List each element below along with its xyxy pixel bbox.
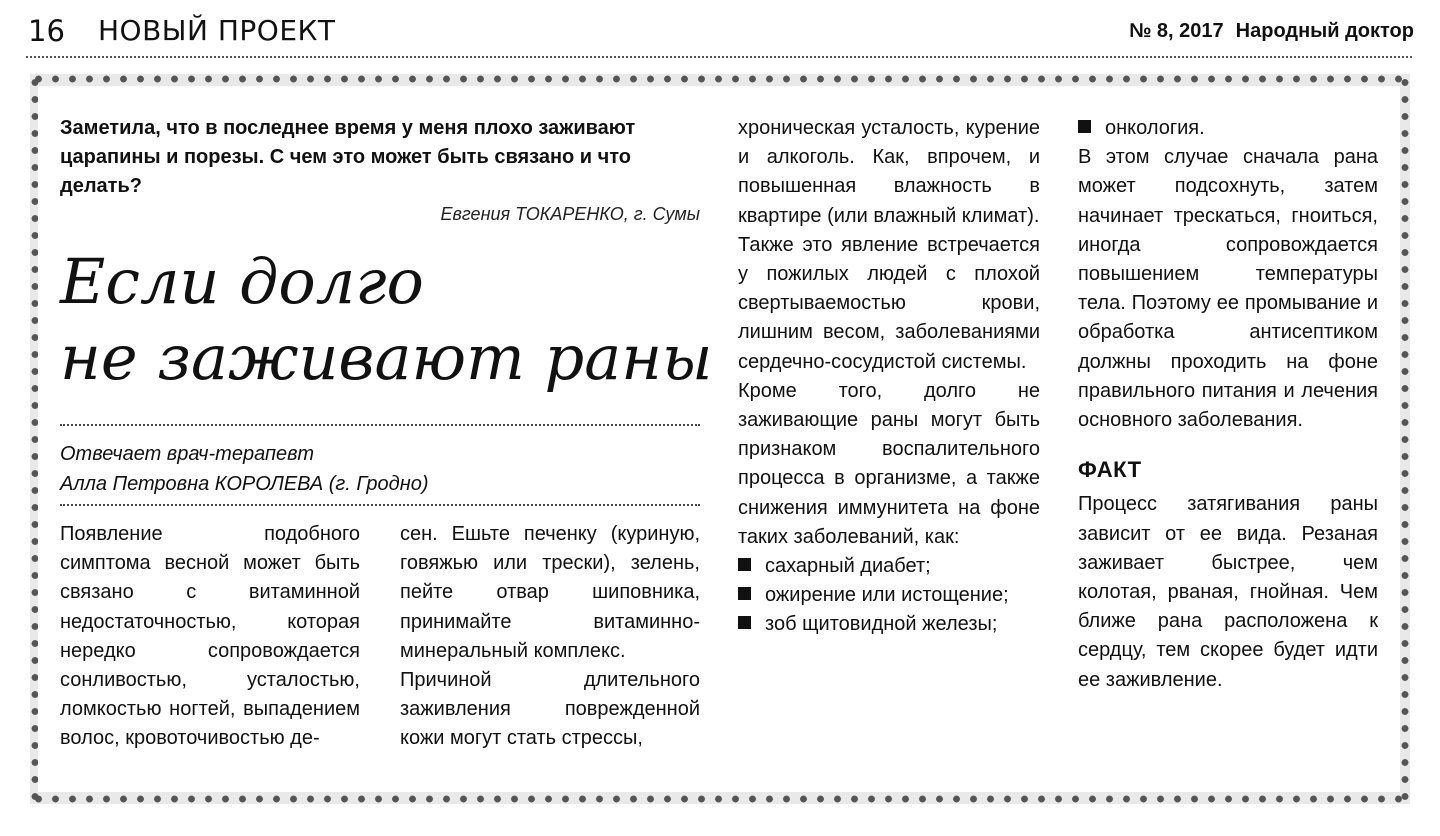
answerer-credit	[60, 439, 700, 499]
paragraph: Также это явление встречается у пожилых людей с плохой свертываемостью крови, лишним весом, заболеваниями сердечно-сосудистой системы.	[738, 233, 1040, 373]
reader-question: Заметила, что в последнее время у меня плохо заживают царапины и порезы. С чем это может быть связано и что делать?	[60, 117, 636, 197]
paragraph: хроническая усталость, курение и алкоголь. Как, впрочем, и повышенная влажность в квартире (или влажный климат).	[738, 117, 1040, 227]
fact-heading: ФАКТ	[1078, 457, 1142, 483]
list-item: зоб щитовидной железы;	[738, 610, 1040, 639]
page-number: 16	[28, 14, 65, 48]
fact-text: Процесс затягивания раны зависит от ее вида. Резаная заживает быстрее, чем колотая, рваная, гнойная. Чем ближе рана расположена к сердцу, тем скорее будет идти ее заживление.	[1078, 493, 1378, 691]
paragraph: Причиной длительного заживления поврежденной кожи могут стать стрессы,	[400, 669, 700, 750]
bullet-square-icon	[738, 587, 751, 600]
article-title	[60, 244, 720, 396]
publication-name: Народный доктор	[1235, 20, 1414, 42]
paragraph: Появление подобного симптома весной может быть связано с витаминной недостаточностью, которая нередко сопровождается сонливостью, усталостью, ломкостью ногтей, выпадением волос, кровоточивостью де-	[60, 523, 360, 750]
title-line-1: Если долго	[60, 245, 424, 318]
frame-border-right	[1400, 74, 1410, 804]
paragraph: Кроме того, долго не заживающие раны могут быть признаком воспалительного процесса в организме, а также снижения иммунитета на фоне таких заболеваний, как:	[738, 379, 1040, 548]
column-1	[60, 520, 360, 754]
bullet-square-icon	[1078, 120, 1091, 133]
paragraph: В этом случае сначала рана может подсохнуть, затем начинает трескаться, гноиться, иногда сопровождается повышением температуры тела. Поэтому ее промывание и обработка антисептиком должны проходить на фоне правильного питания и лечения основного заболевания.	[1078, 146, 1378, 432]
bullet-square-icon	[738, 558, 751, 571]
answerer-divider	[60, 504, 700, 506]
paragraph: сен. Ешьте печенку (куриную, говяжью или трески), зелень, пейте отвар шиповника, принимайте витаминно-минеральный комплекс.	[400, 523, 700, 662]
section-title: НОВЫЙ ПРОЕКТ	[98, 14, 336, 47]
answerer-name: Алла Петровна КОРОЛЕВА (г. Гродно)	[60, 473, 429, 495]
page-header	[0, 0, 1440, 56]
article-body	[38, 86, 1400, 792]
answerer-role: Отвечает врач-терапевт	[60, 443, 314, 465]
column-4	[1078, 114, 1378, 695]
column-3	[738, 114, 1040, 640]
frame-border-top	[30, 74, 1410, 84]
question-author: Евгения ТОКАРЕНКО, г. Сумы	[440, 204, 700, 224]
list-item: ожирение или истощение;	[738, 581, 1040, 610]
header-divider	[26, 56, 1412, 58]
issue-info	[1129, 20, 1414, 43]
frame-border-bottom	[30, 794, 1410, 804]
title-divider	[60, 424, 700, 426]
issue-number: № 8, 2017	[1129, 20, 1224, 42]
bullet-square-icon	[738, 616, 751, 629]
list-item: онкология.	[1078, 114, 1378, 143]
title-line-2: не заживают раны	[60, 321, 713, 394]
article-frame	[30, 74, 1410, 804]
list-item: сахарный диабет;	[738, 552, 1040, 581]
column-2	[400, 520, 700, 754]
